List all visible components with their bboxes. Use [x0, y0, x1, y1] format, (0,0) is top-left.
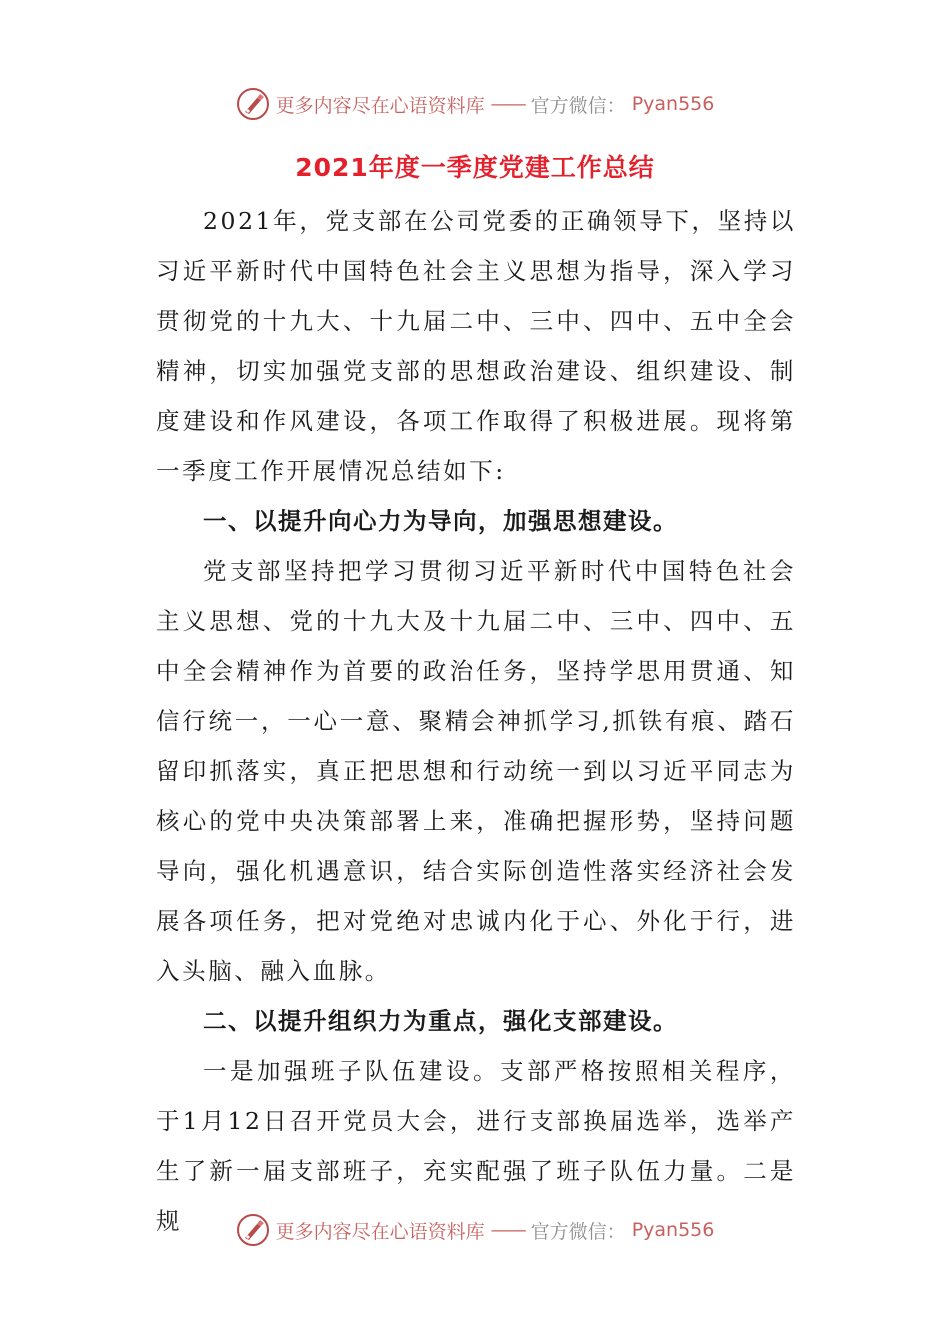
watermark-wechat-id: Pyan556	[631, 93, 715, 115]
header-watermark	[0, 84, 950, 124]
document-title: 2021年度一季度党建工作总结	[295, 153, 655, 182]
watermark-dash: ——	[490, 1219, 525, 1241]
document-body	[156, 196, 796, 1246]
watermark-wechat-id: Pyan556	[631, 1219, 715, 1241]
watermark-dash: ——	[490, 93, 525, 115]
watermark-label: 官方微信：	[530, 1220, 626, 1243]
watermark-label: 官方微信：	[530, 94, 626, 117]
pen-nib-icon	[236, 1213, 270, 1247]
section-1-paragraph: 党支部坚持把学习贯彻习近平新时代中国特色社会主义思想、党的十九大及十九届二中、三中、四中、五中全会精神作为首要的政治任务，坚持学思用贯通、知信行统一，一心一意、聚精会神抓学习,抓铁有痕、踏石留印抓落实，真正把思想和行动统一到以习近平同志为核心的党中央决策部署上来，准确把握形势，坚持问题导向，强化机遇意识，结合实际创造性落实经济社会发展各项任务，把对党绝对忠诚内化于心、外化于行，进入头脑、融入血脉。	[156, 557, 796, 985]
pen-nib-icon	[236, 87, 270, 121]
section-2-paragraph: 一是加强班子队伍建设。支部严格按照相关程序，于1月12日召开党员大会，进行支部换届选举，选举产生了新一届支部班子，充实配强了班子队伍力量。二是规	[156, 1057, 796, 1235]
section-heading-1: 一、以提升向心力为导向，加强思想建设。	[203, 507, 678, 535]
section-heading-2: 二、以提升组织力为重点，强化支部建设。	[203, 1007, 678, 1035]
intro-paragraph: 2021年，党支部在公司党委的正确领导下，坚持以习近平新时代中国特色社会主义思想为指导，深入学习贯彻党的十九大、十九届二中、三中、四中、五中全会精神，切实加强党支部的思想政治建设、组织建设、制度建设和作风建设，各项工作取得了积极进展。现将第一季度工作开展情况总结如下:	[156, 207, 796, 485]
footer-watermark	[0, 1210, 950, 1250]
watermark-main-text: 更多内容尽在心语资料库	[275, 1220, 485, 1243]
watermark-main-text: 更多内容尽在心语资料库	[275, 94, 485, 117]
